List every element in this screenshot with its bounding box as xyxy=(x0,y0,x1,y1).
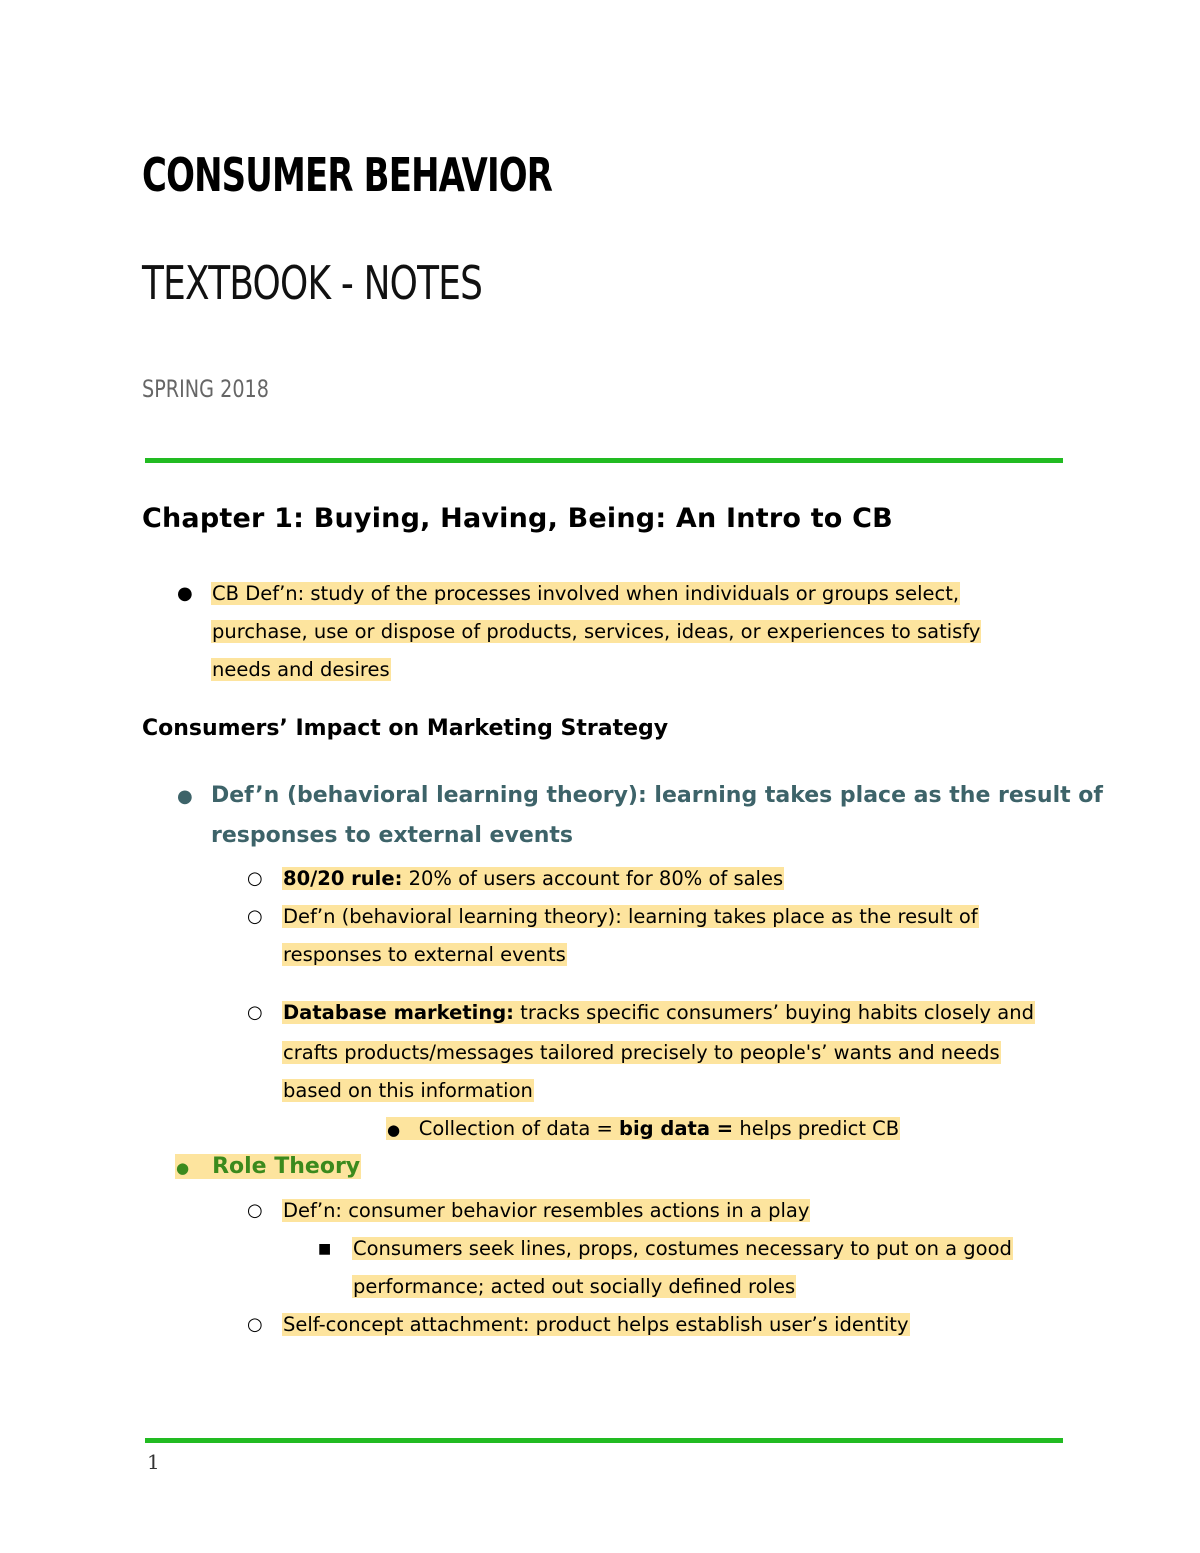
rule-8020-item: 80/20 rule: 20% of users account for 80% of sales xyxy=(283,867,784,890)
term-label: SPRING 2018 xyxy=(142,375,269,403)
database-line-3: based on this information xyxy=(283,1079,533,1102)
bullet-circle-icon: ○ xyxy=(247,1002,263,1023)
bullet-disc-icon: ● xyxy=(177,786,193,807)
chapter-heading: Chapter 1: Buying, Having, Being: An Intro to CB xyxy=(142,503,893,534)
page-number: 1 xyxy=(147,1450,160,1474)
bullet-circle-icon: ○ xyxy=(247,1200,263,1221)
document-title: CONSUMER BEHAVIOR xyxy=(142,148,553,202)
cb-def-line-1: CB Def’n: study of the processes involved when individuals or groups select, xyxy=(212,582,960,605)
role-theory-heading: ● Role Theory xyxy=(176,1154,361,1179)
bullet-circle-icon: ○ xyxy=(247,868,263,889)
behavioral-heading-line-2: responses to external events xyxy=(211,823,574,848)
behavioral-heading-line-1: Def’n (behavioral learning theory): learning takes place as the result of xyxy=(211,783,1103,808)
bullet-circle-icon: ○ xyxy=(247,1314,263,1335)
bullet-disc-icon: ● xyxy=(177,583,193,604)
bullet-circle-icon: ○ xyxy=(247,906,263,927)
consumers-seek-line-2: performance; acted out socially defined roles xyxy=(353,1275,796,1298)
database-line-2: crafts products/messages tailored precisely to people's’ wants and needs xyxy=(283,1041,1000,1064)
big-data-item: ● Collection of data = big data = helps predict CB xyxy=(387,1117,900,1140)
bullet-square-icon: ■ xyxy=(318,1241,332,1257)
behavioral-sub-line-1: Def’n (behavioral learning theory): learning takes place as the result of xyxy=(283,905,978,928)
database-line-1: Database marketing: tracks specific consumers’ buying habits closely and xyxy=(283,1001,1034,1024)
top-divider xyxy=(145,458,1063,463)
behavioral-sub-line-2: responses to external events xyxy=(283,943,566,966)
cb-def-line-2: purchase, use or dispose of products, services, ideas, or experiences to satisfy xyxy=(212,620,981,643)
consumers-seek-line-1: Consumers seek lines, props, costumes necessary to put on a good xyxy=(353,1237,1012,1260)
bottom-divider xyxy=(145,1438,1063,1443)
bullet-disc-icon: ● xyxy=(387,1121,401,1139)
self-concept-item: Self-concept attachment: product helps establish user’s identity xyxy=(283,1313,909,1336)
section-heading: Consumers’ Impact on Marketing Strategy xyxy=(142,716,669,741)
document-subtitle: TEXTBOOK - NOTES xyxy=(142,256,483,310)
role-def-item: Def’n: consumer behavior resembles actions in a play xyxy=(283,1199,810,1222)
bullet-disc-icon: ● xyxy=(176,1159,190,1177)
cb-def-line-3: needs and desires xyxy=(212,658,390,681)
